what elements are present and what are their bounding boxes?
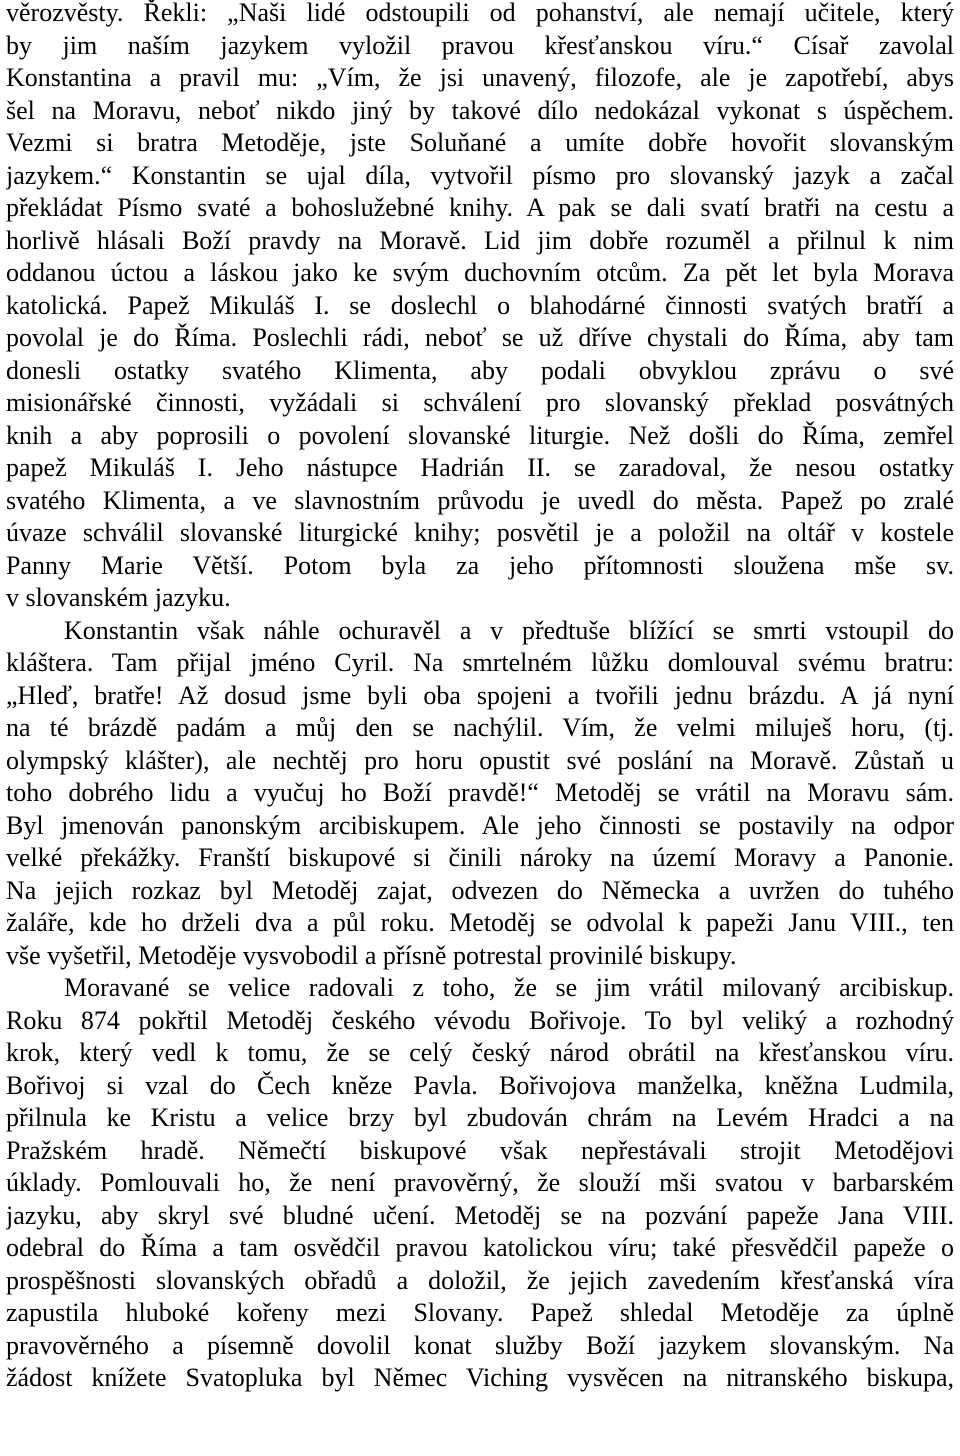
text-line: zapustila hluboké kořeny mezi Slovany. Papež shledal Metoděje za úplně [6, 1298, 954, 1327]
text-line: Panny Marie Větší. Potom byla za jeho přítomnosti sloužena mše sv. [6, 550, 954, 580]
text-line: odebral do Říma a tam osvědčil pravou katolickou víru; také přesvědčil papeže o [6, 1233, 954, 1262]
text-line: Na jejich rozkaz byl Metoděj zajat, odvezen do Německa a uvržen do tuhého [6, 875, 954, 905]
text-line: prospěšnosti slovanských obřadů a doložil, že jejich zavedením křesťanská víra [6, 1265, 954, 1295]
text-line: Konstantin však náhle ochuravěl a v předtuše blížící se smrti vstoupil do [64, 615, 954, 645]
text-line: krok, který vedl k tomu, že se celý český národ obrátil na křesťanskou víru. [6, 1038, 954, 1067]
text-line: Bořivoj si vzal do Čech kněze Pavla. Bořivojova manželka, kněžna Ludmila, [6, 1070, 954, 1100]
text-line: kláštera. Tam přijal jméno Cyril. Na smrtelném lůžku domlouval svému bratru: [6, 648, 954, 677]
text-line: přilnula ke Kristu a velice brzy byl zbudován chrám na Levém Hradci a na [6, 1103, 954, 1132]
text-line: misionářské činnosti, vyžádali si schválení pro slovanský překlad posvátných [6, 388, 954, 417]
text-line: Moravané se velice radovali z toho, že se jim vrátil milovaný arcibiskup. [64, 973, 954, 1002]
text-line: v slovanském jazyku. [6, 583, 231, 612]
text-line: horlivě hlásali Boží pravdy na Moravě. Lid jim dobře rozuměl a přilnul k nim [6, 225, 954, 255]
text-line: jazykem.“ Konstantin se ujal díla, vytvořil písmo pro slovanský jazyk a začal [6, 160, 954, 190]
text-line: velké překážky. Franští biskupové si činili nároky na území Moravy a Panonie. [6, 843, 954, 872]
text-line: na té brázdě padám a můj den se nachýlil. Vím, že velmi miluješ horu, (tj. [6, 713, 954, 742]
text-line: vše vyšetřil, Metoděje vysvobodil a přísně potrestal provinilé biskupy. [6, 940, 737, 970]
text-line: knih a aby poprosili o povolení slovanské liturgie. Než došli do Říma, zemřel [6, 420, 954, 450]
text-line: Pražském hradě. Němečtí biskupové však nepřestávali strojit Metodějovi [6, 1135, 954, 1165]
text-line: donesli ostatky svatého Klimenta, aby podali obvyklou zprávu o své [6, 355, 954, 385]
text-line: šel na Moravu, neboť nikdo jiný by takové dílo nedokázal vykonat s úspěchem. [6, 95, 954, 125]
text-line: překládat Písmo svaté a bohoslužebné knihy. A pak se dali svatí bratři na cestu a [6, 193, 954, 222]
text-line: Vezmi si bratra Metoděje, jste Soluňané a umíte dobře hovořit slovanským [6, 128, 954, 157]
text-line: katolická. Papež Mikuláš I. se doslechl o blahodárné činnosti svatých bratří a [6, 290, 954, 320]
text-line: „Hleď, bratře! Až dosud jsme byli oba spojeni a tvořili jednu brázdu. A já nyní [6, 680, 954, 710]
text-line: by jim naším jazykem vyložil pravou křesťanskou víru.“ Císař zavolal [6, 30, 954, 60]
text-line: toho dobrého lidu a vyučuj ho Boží pravdě!“ Metoděj se vrátil na Moravu sám. [6, 778, 954, 807]
text-line: úklady. Pomlouvali ho, že není pravověrný, že slouží mši svatou v barbarském [6, 1168, 954, 1197]
text-line: jazyku, aby skryl své bludné učení. Metoděj se na pozvání papeže Jana VIII. [6, 1200, 954, 1230]
text-line: Byl jmenován panonským arcibiskupem. Ale jeho činnosti se postavily na odpor [6, 810, 954, 840]
text-line: úvaze schválil slovanské liturgické knihy; posvětil je a položil na oltář v kostele [6, 518, 954, 547]
text-line: žaláře, kde ho drželi dva a půl roku. Metoděj se odvolal k papeži Janu VIII., ten [6, 908, 954, 937]
document-page [6, 0, 954, 1395]
text-line: Konstantina a pravil mu: „Vím, že jsi unavený, filozofe, ale je zapotřebí, abys [6, 63, 954, 92]
text-line: žádost knížete Svatopluka byl Němec Viching vysvěcen na nitranského biskupa, [6, 1363, 954, 1392]
text-line: povolal je do Říma. Poslechli rádi, neboť se už dříve chystali do Říma, aby tam [6, 323, 954, 352]
text-line: oddanou úctou a láskou jako ke svým duchovním otcům. Za pět let byla Morava [6, 258, 954, 287]
text-line: věrozvěsty. Řekli: „Naši lidé odstoupili od pohanství, ale nemají učitele, který [6, 0, 954, 27]
text-line: svatého Klimenta, a ve slavnostním průvodu je uvedl do města. Papež po zralé [6, 485, 954, 515]
text-line: papež Mikuláš I. Jeho nástupce Hadrián II. se zaradoval, že nesou ostatky [6, 453, 954, 482]
text-line: olympský klášter), ale nechtěj pro horu opustit své poslání na Moravě. Zůstaň u [6, 745, 954, 775]
text-line: Roku 874 pokřtil Metoděj českého vévodu Bořivoje. To byl veliký a rozhodný [6, 1005, 954, 1035]
text-line: pravověrného a písemně dovolil konat služby Boží jazykem slovanským. Na [6, 1330, 954, 1360]
